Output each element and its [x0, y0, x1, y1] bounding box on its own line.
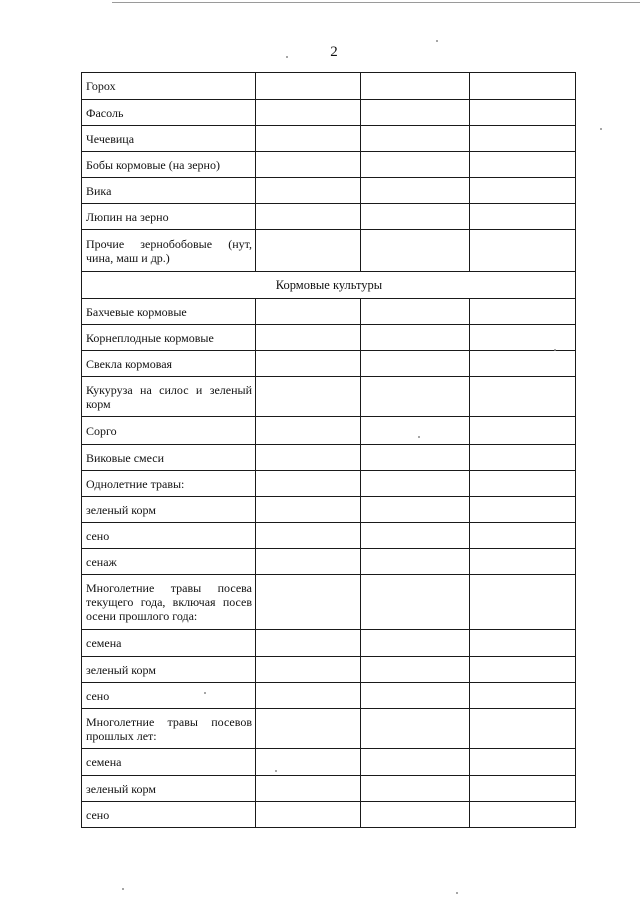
value-cell[interactable] — [470, 776, 576, 802]
value-cell[interactable] — [361, 523, 470, 549]
crop-label: сено — [82, 523, 256, 549]
crop-label: семена — [82, 749, 256, 776]
table-row — [82, 549, 576, 575]
table-row — [82, 351, 576, 377]
value-cell[interactable] — [361, 776, 470, 802]
crop-label: Бобы кормовые (на зерно) — [82, 152, 256, 178]
value-cell[interactable] — [470, 630, 576, 657]
value-cell[interactable] — [361, 73, 470, 100]
value-cell[interactable] — [361, 417, 470, 445]
value-cell[interactable] — [470, 657, 576, 683]
scan-speck — [204, 692, 206, 694]
crop-label: семена — [82, 630, 256, 657]
table-row — [82, 73, 576, 100]
table-row — [82, 299, 576, 325]
table-row — [82, 100, 576, 126]
table-row — [82, 497, 576, 523]
table-row — [82, 709, 576, 749]
table-row — [82, 776, 576, 802]
value-cell[interactable] — [256, 630, 361, 657]
value-cell[interactable] — [361, 230, 470, 272]
value-cell[interactable] — [256, 230, 361, 272]
crop-table-container — [81, 72, 575, 828]
crop-label: Корнеплодные кормовые — [82, 325, 256, 351]
scan-speck — [554, 349, 556, 351]
value-cell[interactable] — [361, 802, 470, 828]
crop-label: Однолетние травы: — [82, 471, 256, 497]
crop-label: Многолетние травы посева текущего года, включая посев осени прошлого года: — [82, 575, 256, 630]
value-cell[interactable] — [470, 497, 576, 523]
value-cell[interactable] — [256, 575, 361, 630]
crop-label: зеленый корм — [82, 657, 256, 683]
crop-label: сенаж — [82, 549, 256, 575]
value-cell[interactable] — [361, 152, 470, 178]
value-cell[interactable] — [470, 152, 576, 178]
value-cell[interactable] — [470, 351, 576, 377]
value-cell[interactable] — [470, 299, 576, 325]
scan-edge-line — [112, 2, 640, 3]
value-cell[interactable] — [361, 126, 470, 152]
value-cell[interactable] — [256, 178, 361, 204]
page-number: 2 — [330, 44, 338, 60]
value-cell[interactable] — [256, 497, 361, 523]
value-cell[interactable] — [470, 178, 576, 204]
value-cell[interactable] — [470, 709, 576, 749]
crop-label: Вика — [82, 178, 256, 204]
value-cell[interactable] — [470, 471, 576, 497]
value-cell[interactable] — [470, 575, 576, 630]
value-cell[interactable] — [470, 73, 576, 100]
table-row — [82, 657, 576, 683]
value-cell[interactable] — [361, 377, 470, 417]
value-cell[interactable] — [470, 230, 576, 272]
value-cell[interactable] — [256, 445, 361, 471]
crop-table — [81, 72, 576, 828]
crop-label: Виковые смеси — [82, 445, 256, 471]
value-cell[interactable] — [361, 709, 470, 749]
value-cell[interactable] — [256, 126, 361, 152]
value-cell[interactable] — [361, 575, 470, 630]
table-row — [82, 417, 576, 445]
value-cell[interactable] — [361, 178, 470, 204]
scan-speck — [600, 128, 602, 130]
table-row — [82, 126, 576, 152]
value-cell[interactable] — [470, 683, 576, 709]
section-header-row — [82, 272, 576, 299]
value-cell[interactable] — [256, 683, 361, 709]
value-cell[interactable] — [256, 749, 361, 776]
table-row — [82, 230, 576, 272]
scan-speck — [436, 40, 438, 42]
value-cell[interactable] — [470, 100, 576, 126]
section-title: Кормовые культуры — [82, 272, 576, 299]
value-cell[interactable] — [256, 549, 361, 575]
value-cell[interactable] — [470, 523, 576, 549]
crop-label: Фасоль — [82, 100, 256, 126]
scan-speck — [275, 770, 277, 772]
value-cell[interactable] — [256, 299, 361, 325]
value-cell[interactable] — [256, 417, 361, 445]
scan-speck — [286, 56, 288, 58]
value-cell[interactable] — [256, 776, 361, 802]
value-cell[interactable] — [470, 749, 576, 776]
value-cell[interactable] — [470, 204, 576, 230]
crop-label: Многолетние травы посевов прошлых лет: — [82, 709, 256, 749]
value-cell[interactable] — [470, 377, 576, 417]
value-cell[interactable] — [361, 657, 470, 683]
value-cell[interactable] — [256, 523, 361, 549]
table-row — [82, 325, 576, 351]
table-row — [82, 445, 576, 471]
value-cell[interactable] — [361, 497, 470, 523]
table-row — [82, 178, 576, 204]
crop-label: Прочие зернобобовые (нут, чина, маш и др.) — [82, 230, 256, 272]
value-cell[interactable] — [256, 152, 361, 178]
scan-speck — [122, 888, 124, 890]
table-row — [82, 683, 576, 709]
crop-label: Свекла кормовая — [82, 351, 256, 377]
table-row — [82, 471, 576, 497]
value-cell[interactable] — [361, 471, 470, 497]
value-cell[interactable] — [361, 299, 470, 325]
value-cell[interactable] — [470, 126, 576, 152]
value-cell[interactable] — [256, 204, 361, 230]
scan-speck — [418, 436, 420, 438]
table-row — [82, 377, 576, 417]
crop-table-body — [82, 73, 576, 828]
value-cell[interactable] — [361, 325, 470, 351]
crop-label: зеленый корм — [82, 776, 256, 802]
value-cell[interactable] — [361, 351, 470, 377]
crop-label: Кукуруза на силос и зеленый корм — [82, 377, 256, 417]
crop-label: сено — [82, 802, 256, 828]
value-cell[interactable] — [470, 417, 576, 445]
crop-label: сено — [82, 683, 256, 709]
value-cell[interactable] — [256, 73, 361, 100]
value-cell[interactable] — [256, 325, 361, 351]
value-cell[interactable] — [470, 802, 576, 828]
crop-label: зеленый корм — [82, 497, 256, 523]
crop-label: Бахчевые кормовые — [82, 299, 256, 325]
table-row — [82, 802, 576, 828]
value-cell[interactable] — [256, 351, 361, 377]
scan-speck — [456, 892, 458, 894]
table-row — [82, 749, 576, 776]
value-cell[interactable] — [256, 471, 361, 497]
value-cell[interactable] — [470, 445, 576, 471]
table-row — [82, 152, 576, 178]
table-row — [82, 575, 576, 630]
crop-label: Люпин на зерно — [82, 204, 256, 230]
value-cell[interactable] — [256, 709, 361, 749]
crop-label: Горох — [82, 73, 256, 100]
value-cell[interactable] — [361, 100, 470, 126]
value-cell[interactable] — [470, 549, 576, 575]
value-cell[interactable] — [361, 683, 470, 709]
value-cell[interactable] — [256, 377, 361, 417]
value-cell[interactable] — [256, 657, 361, 683]
table-row — [82, 204, 576, 230]
value-cell[interactable] — [361, 445, 470, 471]
value-cell[interactable] — [361, 749, 470, 776]
value-cell[interactable] — [361, 630, 470, 657]
value-cell[interactable] — [256, 802, 361, 828]
crop-label: Чечевица — [82, 126, 256, 152]
table-row — [82, 630, 576, 657]
value-cell[interactable] — [470, 325, 576, 351]
value-cell[interactable] — [361, 549, 470, 575]
table-row — [82, 523, 576, 549]
value-cell[interactable] — [361, 204, 470, 230]
crop-label: Сорго — [82, 417, 256, 445]
value-cell[interactable] — [256, 100, 361, 126]
